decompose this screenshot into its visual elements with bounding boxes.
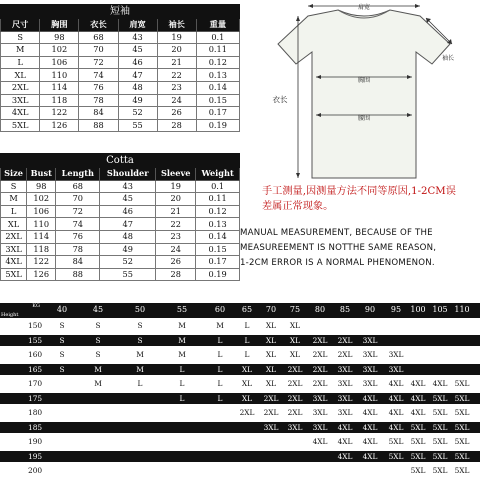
- size-cell: 5XL: [410, 437, 426, 446]
- height-row: [0, 436, 480, 448]
- height-value: 150: [28, 321, 43, 330]
- table-cell: M: [1, 193, 27, 206]
- note-line: 手工测量,因测量方法不同等原因,1-2CM误: [262, 186, 456, 197]
- size-cell: XL: [265, 321, 277, 330]
- size-cell: L: [244, 335, 250, 345]
- table-cell: 68: [56, 180, 100, 193]
- height-row: [0, 335, 480, 347]
- height-value: 200: [28, 466, 43, 475]
- table-cell: 72: [56, 205, 100, 218]
- hem-label: 腰围: [357, 115, 371, 122]
- column-header: Size: [1, 168, 27, 181]
- size-cell: 3XL: [312, 408, 328, 417]
- size-cell: 2XL: [312, 335, 328, 345]
- size-cell: XL: [289, 321, 301, 330]
- table-cell: 0.12: [196, 205, 240, 218]
- height-value: 155: [28, 335, 43, 345]
- table-cell: M: [1, 44, 40, 57]
- table-header-row: [1, 19, 240, 32]
- table-cell: 28: [156, 268, 196, 281]
- column-header: 尺寸: [1, 19, 40, 32]
- table-cell: 21: [156, 205, 196, 218]
- size-cell: M: [136, 350, 144, 359]
- size-cell: 4XL: [410, 408, 426, 417]
- size-cell: S: [95, 321, 101, 330]
- table-cell: 22: [157, 69, 196, 82]
- table-cell: 0.19: [196, 268, 240, 281]
- table-cell: 23: [157, 81, 196, 94]
- weight-header-cell: 70: [265, 305, 277, 314]
- size-cell: 2XL: [337, 335, 353, 345]
- column-header: 重量: [196, 19, 239, 32]
- size-cell: 4XL: [337, 437, 353, 446]
- table-row: [1, 243, 240, 256]
- height-row: [0, 393, 480, 405]
- table-cell: 48: [100, 230, 156, 243]
- weight-header-cell: 90: [364, 305, 376, 314]
- note-line: 1-2CM ERROR IS A NORMAL PHENOMENON.: [240, 258, 435, 268]
- table-cell: 22: [156, 218, 196, 231]
- height-row: [0, 378, 480, 390]
- table-cell: 68: [79, 31, 118, 44]
- weight-header-cell: 50: [134, 305, 146, 314]
- table-cell: 0.13: [196, 218, 240, 231]
- weight-header-cell: 55: [176, 305, 188, 314]
- height-value: 195: [28, 451, 43, 461]
- size-cell: 5XL: [410, 466, 426, 475]
- size-cell: 3XL: [362, 335, 378, 345]
- table-cell: 0.13: [196, 69, 239, 82]
- size-cell: 5XL: [454, 466, 470, 475]
- table-cell: 0.11: [196, 44, 239, 57]
- table-cell: 74: [79, 69, 118, 82]
- table-cell: 70: [79, 44, 118, 57]
- height-value: 180: [28, 408, 43, 417]
- size-cell: 5XL: [454, 422, 470, 432]
- table-cell: 114: [40, 81, 79, 94]
- table-cell: 24: [156, 243, 196, 256]
- size-cell: M: [178, 350, 186, 359]
- table-cell: 106: [40, 56, 79, 69]
- size-cell: 5XL: [454, 393, 470, 403]
- table-cell: L: [1, 56, 40, 69]
- size-cell: L: [217, 393, 223, 403]
- kg-label: KG: [32, 303, 40, 309]
- size-cell: S: [137, 321, 143, 330]
- table-cell: 0.17: [196, 256, 240, 269]
- size-cell: 5XL: [432, 422, 448, 432]
- table-cell: 55: [100, 268, 156, 281]
- size-cell: XL: [289, 350, 301, 359]
- table-cell: 5XL: [1, 119, 40, 132]
- table-row: [1, 107, 240, 120]
- table-cell: 20: [157, 44, 196, 57]
- table-row: [1, 205, 240, 218]
- size-cell: XL: [241, 379, 253, 388]
- size-cell: 5XL: [432, 466, 448, 475]
- size-cell: XL: [241, 364, 253, 374]
- size-cell: XL: [265, 335, 277, 345]
- shoulder-label: 肩宽: [357, 4, 371, 11]
- size-cell: XL: [265, 379, 277, 388]
- table-row: [1, 180, 240, 193]
- table-row: [1, 268, 240, 281]
- table-row: [1, 256, 240, 269]
- size-cell: 4XL: [337, 451, 353, 461]
- table-cell: 24: [157, 94, 196, 107]
- table-cell: 52: [118, 107, 157, 120]
- size-cell: 5XL: [432, 393, 448, 403]
- table-cell: 98: [27, 180, 56, 193]
- table-cell: 88: [56, 268, 100, 281]
- table-row: [1, 81, 240, 94]
- size-cell: M: [94, 379, 102, 388]
- size-cell: XL: [241, 393, 253, 403]
- size-cell: 4XL: [410, 379, 426, 388]
- table-cell: 126: [40, 119, 79, 132]
- note-line: 差属正常现象。: [262, 201, 334, 212]
- table-cell: 0.15: [196, 243, 240, 256]
- table-cell: 122: [40, 107, 79, 120]
- size-cell: 2XL: [312, 364, 328, 374]
- table-cell: 0.14: [196, 81, 239, 94]
- height-label: Height: [1, 312, 19, 318]
- table-cell: 0.19: [196, 119, 239, 132]
- size-cell: S: [95, 335, 101, 345]
- table-cell: 47: [100, 218, 156, 231]
- column-header: Weight: [196, 168, 240, 181]
- table-header-row: [1, 168, 240, 181]
- size-cell: 3XL: [337, 408, 353, 417]
- weight-header-cell: 110: [454, 305, 470, 314]
- size-cell: M: [216, 321, 224, 330]
- table-cell: 52: [100, 256, 156, 269]
- size-cell: L: [217, 379, 223, 388]
- size-cell: 4XL: [388, 422, 404, 432]
- table-cell: 45: [118, 44, 157, 57]
- size-cell: 2XL: [263, 393, 279, 403]
- column-header: Shoulder: [100, 168, 156, 181]
- table-cell: 72: [79, 56, 118, 69]
- size-cell: 2XL: [312, 350, 328, 359]
- weight-header-cell: 80: [314, 305, 326, 314]
- table-cell: L: [1, 205, 27, 218]
- table-cell: 78: [56, 243, 100, 256]
- chest-label: 胸围: [357, 77, 371, 84]
- size-cell: 4XL: [312, 437, 328, 446]
- size-cell: 4XL: [362, 408, 378, 417]
- weight-header-cell: 85: [339, 305, 351, 314]
- table-cell: 76: [56, 230, 100, 243]
- height-value: 190: [28, 437, 43, 446]
- weight-header-cell: 105: [432, 305, 448, 314]
- table-cell: 49: [100, 243, 156, 256]
- table-cell: 0.17: [196, 107, 239, 120]
- weight-header-cell: 40: [56, 305, 68, 314]
- height-row: [0, 407, 480, 419]
- table-cell: 0.1: [196, 180, 240, 193]
- tshirt-measurement-diagram: [250, 2, 478, 182]
- table-cell: 110: [40, 69, 79, 82]
- size-table-english: [0, 153, 240, 281]
- table-cell: 19: [156, 180, 196, 193]
- table-cell: 48: [118, 81, 157, 94]
- table-cell: 28: [157, 119, 196, 132]
- size-cell: L: [217, 335, 223, 345]
- table-cell: 20: [156, 193, 196, 206]
- size-cell: L: [137, 379, 143, 388]
- column-header: Sleeve: [156, 168, 196, 181]
- size-cell: L: [179, 393, 185, 403]
- size-cell: S: [59, 335, 65, 345]
- table-row: [1, 31, 240, 44]
- table-cell: 122: [27, 256, 56, 269]
- note-line: MANUAL MEASUREMENT, BECAUSE OF THE: [240, 228, 433, 238]
- size-cell: M: [178, 321, 186, 330]
- size-cell: 5XL: [410, 422, 426, 432]
- table-cell: 126: [27, 268, 56, 281]
- table-cell: 0.15: [196, 94, 239, 107]
- table-cell: 3XL: [1, 243, 27, 256]
- table-row: [1, 230, 240, 243]
- table-cell: 26: [157, 107, 196, 120]
- table-cell: 2XL: [1, 230, 27, 243]
- table-cell: 118: [27, 243, 56, 256]
- size-cell: 4XL: [410, 393, 426, 403]
- size-cell: L: [244, 321, 250, 330]
- table-title: 短袖: [1, 5, 240, 19]
- size-cell: 4XL: [432, 379, 448, 388]
- size-cell: 5XL: [454, 437, 470, 446]
- size-cell: S: [59, 321, 65, 330]
- size-cell: 2XL: [312, 379, 328, 388]
- table-cell: 46: [100, 205, 156, 218]
- table-row: [1, 193, 240, 206]
- weight-header-row: [0, 303, 480, 318]
- table-cell: 55: [118, 119, 157, 132]
- size-cell: 2XL: [263, 408, 279, 417]
- size-cell: 3XL: [337, 393, 353, 403]
- table-cell: 43: [118, 31, 157, 44]
- size-cell: XL: [265, 350, 277, 359]
- table-cell: 45: [100, 193, 156, 206]
- size-cell: 5XL: [388, 437, 404, 446]
- sleeve-label: 袖长: [441, 55, 455, 62]
- table-cell: 46: [118, 56, 157, 69]
- size-cell: L: [179, 379, 185, 388]
- size-cell: S: [59, 350, 65, 359]
- table-row: [1, 69, 240, 82]
- table-cell: 84: [56, 256, 100, 269]
- column-header: 肩宽: [118, 19, 157, 32]
- height-row: [0, 320, 480, 332]
- size-cell: L: [217, 364, 223, 374]
- height-value: 165: [28, 364, 43, 374]
- table-row: [1, 94, 240, 107]
- column-header: 胸围: [40, 19, 79, 32]
- size-cell: 2XL: [287, 408, 303, 417]
- table-row: [1, 44, 240, 57]
- size-cell: 2XL: [287, 379, 303, 388]
- table-cell: 84: [79, 107, 118, 120]
- table-row: [1, 119, 240, 132]
- table-cell: 3XL: [1, 94, 40, 107]
- height-value: 185: [28, 422, 43, 432]
- height-row: [0, 349, 480, 361]
- size-cell: 5XL: [388, 451, 404, 461]
- table-cell: 118: [40, 94, 79, 107]
- table-cell: 5XL: [1, 268, 27, 281]
- size-cell: 2XL: [337, 350, 353, 359]
- size-cell: 4XL: [388, 379, 404, 388]
- table-cell: 0.12: [196, 56, 239, 69]
- table-cell: 88: [79, 119, 118, 132]
- measurement-note-chinese: [262, 184, 478, 214]
- table-cell: 0.11: [196, 193, 240, 206]
- size-cell: 2XL: [239, 408, 255, 417]
- size-cell: L: [179, 364, 185, 374]
- size-cell: 2XL: [287, 393, 303, 403]
- length-label: 衣长: [272, 95, 288, 104]
- table-cell: 26: [156, 256, 196, 269]
- weight-header-cell: 95: [390, 305, 402, 314]
- size-cell: XL: [289, 335, 301, 345]
- size-cell: S: [137, 335, 143, 345]
- table-cell: 76: [79, 81, 118, 94]
- table-cell: 0.1: [196, 31, 239, 44]
- table-cell: 74: [56, 218, 100, 231]
- size-cell: 4XL: [388, 408, 404, 417]
- size-cell: 4XL: [362, 422, 378, 432]
- header-corner: [0, 303, 42, 318]
- table-cell: 21: [157, 56, 196, 69]
- table-row: [1, 218, 240, 231]
- height-value: 175: [28, 393, 43, 403]
- table-cell: 78: [79, 94, 118, 107]
- size-cell: 3XL: [337, 379, 353, 388]
- table-cell: 102: [40, 44, 79, 57]
- size-cell: 3XL: [263, 422, 279, 432]
- size-cell: S: [95, 350, 101, 359]
- weight-header-cell: 60: [214, 305, 226, 314]
- size-cell: 5XL: [410, 451, 426, 461]
- table-cell: 23: [156, 230, 196, 243]
- size-cell: 4XL: [362, 437, 378, 446]
- size-cell: 4XL: [337, 422, 353, 432]
- size-cell: M: [178, 335, 186, 345]
- table-cell: 110: [27, 218, 56, 231]
- size-cell: L: [217, 350, 223, 359]
- size-cell: 5XL: [454, 451, 470, 461]
- size-cell: M: [136, 364, 144, 374]
- table-cell: 2XL: [1, 81, 40, 94]
- height-value: 160: [28, 350, 43, 359]
- height-row: [0, 422, 480, 434]
- table-cell: 43: [100, 180, 156, 193]
- table-row: [1, 56, 240, 69]
- size-cell: 3XL: [362, 364, 378, 374]
- size-cell: 4XL: [362, 451, 378, 461]
- table-cell: 4XL: [1, 256, 27, 269]
- height-value: 170: [28, 379, 43, 388]
- table-cell: 47: [118, 69, 157, 82]
- table-cell: 102: [27, 193, 56, 206]
- size-cell: 3XL: [362, 350, 378, 359]
- size-cell: 3XL: [312, 422, 328, 432]
- table-cell: 106: [27, 205, 56, 218]
- size-cell: 2XL: [287, 364, 303, 374]
- size-cell: 3XL: [388, 364, 404, 374]
- size-cell: 3XL: [337, 364, 353, 374]
- weight-header-cell: 100: [410, 305, 426, 314]
- size-cell: S: [59, 364, 65, 374]
- table-cell: S: [1, 31, 40, 44]
- column-header: Bust: [27, 168, 56, 181]
- height-row: [0, 465, 480, 477]
- table-cell: 4XL: [1, 107, 40, 120]
- weight-header-cell: 75: [289, 305, 301, 314]
- table-cell: XL: [1, 218, 27, 231]
- table-cell: 49: [118, 94, 157, 107]
- size-cell: 5XL: [454, 408, 470, 417]
- table-cell: 70: [56, 193, 100, 206]
- size-cell: M: [94, 364, 102, 374]
- note-line: MEASUREEMENT IS NOTTHE SAME REASON,: [240, 243, 437, 253]
- height-row: [0, 451, 480, 463]
- size-table-chinese: [0, 4, 240, 132]
- size-cell: 3XL: [312, 393, 328, 403]
- column-header: 衣长: [79, 19, 118, 32]
- table-cell: 98: [40, 31, 79, 44]
- size-cell: 4XL: [388, 393, 404, 403]
- table-cell: 0.14: [196, 230, 240, 243]
- tshirt-shape: [278, 10, 450, 178]
- size-cell: 4XL: [362, 393, 378, 403]
- size-cell: L: [244, 350, 250, 359]
- column-header: Length: [56, 168, 100, 181]
- weight-header-cell: 45: [92, 305, 104, 314]
- table-title: Cotta: [1, 154, 240, 168]
- size-cell: XL: [265, 364, 277, 374]
- table-cell: S: [1, 180, 27, 193]
- table-cell: 19: [157, 31, 196, 44]
- size-cell: 3XL: [362, 379, 378, 388]
- height-row: [0, 364, 480, 376]
- table-cell: XL: [1, 69, 40, 82]
- size-cell: 5XL: [432, 451, 448, 461]
- size-cell: 3XL: [388, 350, 404, 359]
- size-cell: 5XL: [454, 379, 470, 388]
- table-cell: 114: [27, 230, 56, 243]
- size-cell: 5XL: [432, 408, 448, 417]
- measurement-note-english: [240, 226, 476, 271]
- column-header: 袖长: [157, 19, 196, 32]
- weight-header-cell: 65: [241, 305, 253, 314]
- height-weight-size-chart: [0, 303, 480, 478]
- size-cell: 3XL: [287, 422, 303, 432]
- size-cell: 5XL: [432, 437, 448, 446]
